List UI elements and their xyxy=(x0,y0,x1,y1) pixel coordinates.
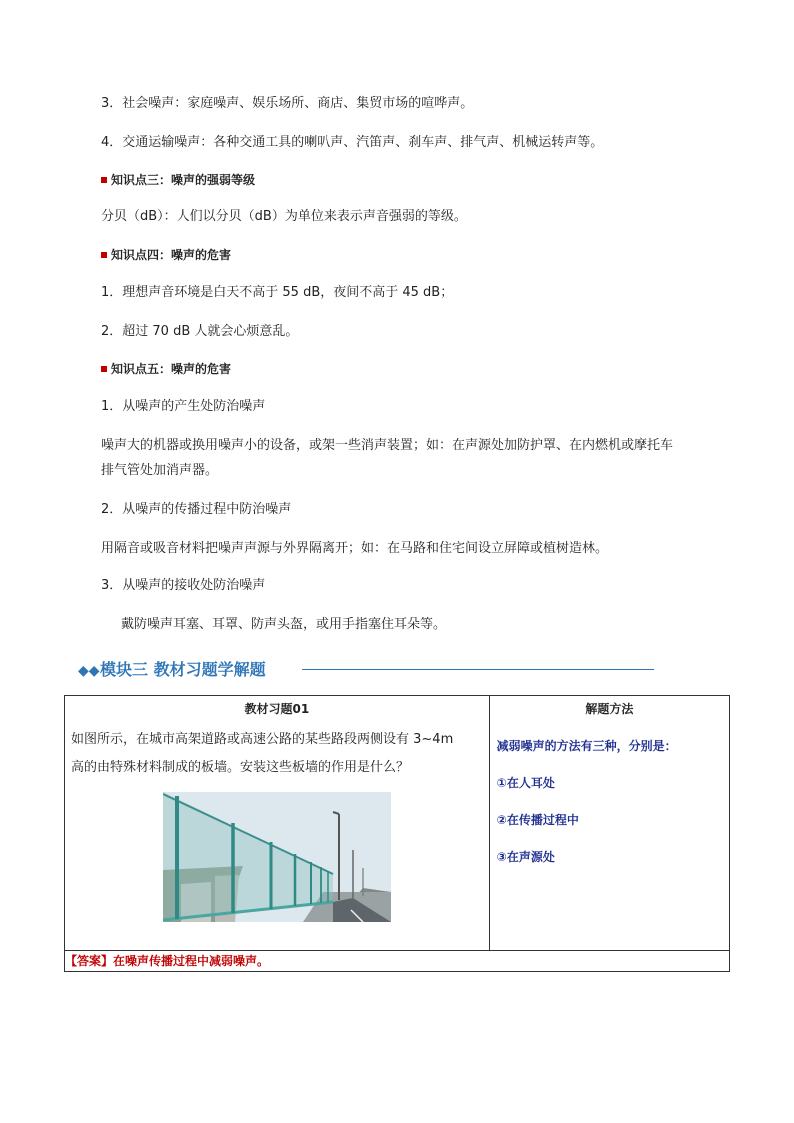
question-cell xyxy=(65,696,490,951)
answer-text: 在噪声传播过程中减弱噪声。 xyxy=(113,954,270,968)
paragraph-over-70db: 2．超过 70 dB 人就会心烦意乱。 xyxy=(101,324,299,339)
paragraph-path-detail: 用隔音或吸音材料把噪声声源与外界隔离开；如：在马路和住宅间设立屏障或植树造林。 xyxy=(101,541,609,556)
method-item-3: ③在声源处 xyxy=(496,850,555,864)
method-intro: 减弱噪声的方法有三种，分别是： xyxy=(496,739,677,753)
red-square-icon xyxy=(101,252,107,258)
knowledge-point-4: 知识点四：噪声的危害 xyxy=(101,245,231,265)
paragraph-path-control: 2．从噪声的传播过程中防治噪声 xyxy=(101,502,292,517)
paragraph-traffic-noise: 4．交通运输噪声：各种交通工具的喇叭声、汽笛声、刹车声、排气声、机械运转声等。 xyxy=(101,135,604,150)
module-heading xyxy=(78,657,578,683)
paragraph-receiver-control: 3．从噪声的接收处防治噪声 xyxy=(101,578,266,593)
paragraph-ideal-environment: 1．理想声音环境是白天不高于 55 dB，夜间不高于 45 dB； xyxy=(101,285,454,300)
paragraph-source-control: 1．从噪声的产生处防治噪声 xyxy=(101,399,266,414)
exercise-title: 教材习题01 xyxy=(244,702,310,716)
knowledge-point-5: 知识点五：噪声的危害 xyxy=(101,359,231,379)
paragraph-receiver-detail: 戴防噪声耳塞、耳罩、防声头盔，或用手指塞住耳朵等。 xyxy=(121,617,447,632)
sound-barrier-image xyxy=(163,792,391,922)
red-square-icon xyxy=(101,366,107,372)
paragraph-social-noise: 3．社会噪声：家庭噪声、娱乐场所、商店、集贸市场的喧哗声。 xyxy=(101,96,474,111)
method-cell xyxy=(489,696,729,951)
method-item-1: ①在人耳处 xyxy=(496,776,555,790)
answer-cell xyxy=(65,951,730,972)
answer-tag: 【答案】 xyxy=(65,954,114,968)
module-title: 模块三 教材习题学解题 xyxy=(100,660,266,679)
knowledge-point-3: 知识点三：噪声的强弱等级 xyxy=(101,170,255,190)
module-rule xyxy=(302,669,654,670)
method-item-2: ②在传播过程中 xyxy=(496,813,579,827)
paragraph-decibel: 分贝（dB）：人们以分贝（dB）为单位来表示声音强弱的等级。 xyxy=(101,209,467,224)
double-diamond-icon: ◆◆ xyxy=(78,663,100,679)
question-text: 如图所示，在城市高架道路或高速公路的某些路段两侧设有 3~4m 高的由特殊材料制成的板墙。安装这些板墙的作用是什么？ xyxy=(71,732,454,775)
exercise-table xyxy=(64,695,730,972)
red-square-icon xyxy=(101,177,107,183)
paragraph-source-detail-1: 噪声大的机器或换用噪声小的设备，或架一些消声装置；如：在声源处加防护罩、在内燃机或摩托车 xyxy=(101,438,674,453)
method-title: 解题方法 xyxy=(585,702,634,716)
paragraph-source-detail-2: 排气管处加消声器。 xyxy=(101,463,219,478)
